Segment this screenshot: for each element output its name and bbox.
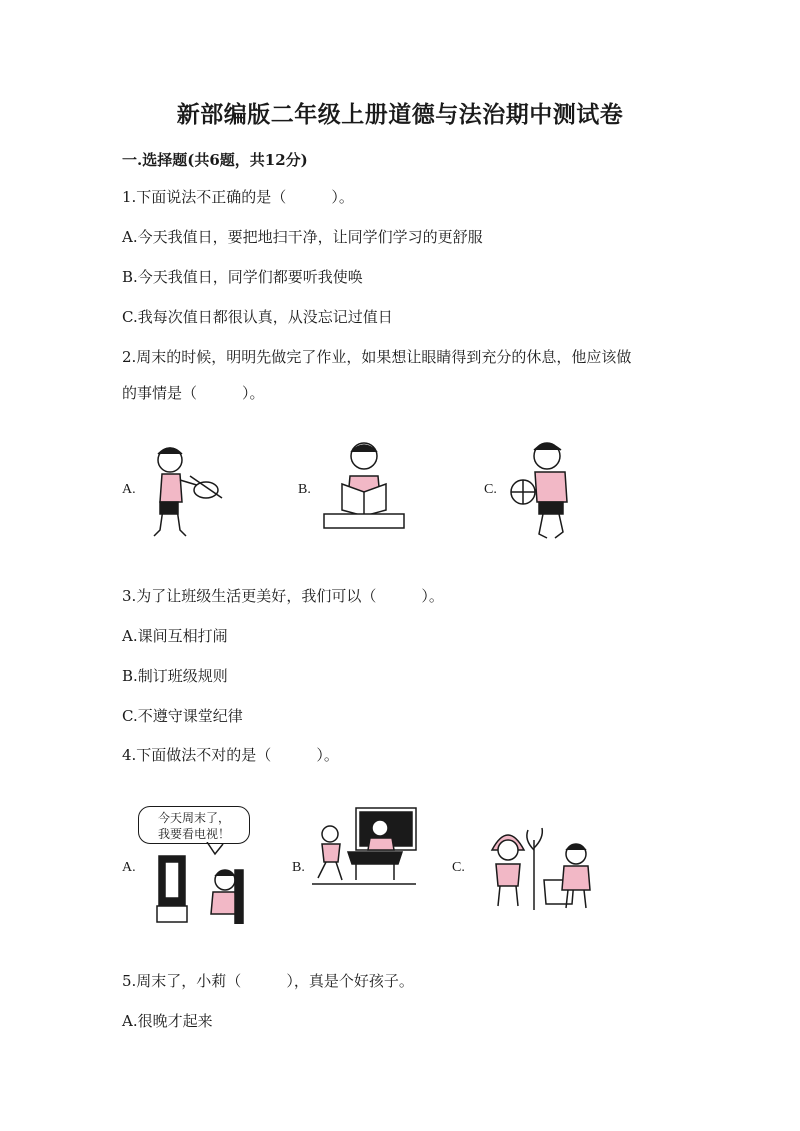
question-4-stem: 4.下面做法不对的是（ ）。 [122, 746, 339, 764]
page-title: 新部编版二年级上册道德与法治期中测试卷 [176, 101, 624, 128]
question-1-option-c: C.我每次值日都很认真，从没忘记过值日 [122, 308, 393, 326]
question-4-figure-c-label: C. [452, 860, 465, 875]
question-1-stem: 1.下面说法不正确的是（ ）。 [122, 188, 354, 206]
question-2-figure-c-label: C. [484, 482, 497, 497]
question-1-option-a: A.今天我值日，要把地扫干净，让同学们学习的更舒服 [122, 228, 483, 246]
question-3-option-a: A.课间互相打闹 [122, 627, 228, 645]
section-heading: 一.选择题(共6题，共12分) [122, 151, 308, 169]
question-4-figure-a-label: A. [122, 860, 136, 875]
speech-bubble [138, 806, 250, 844]
tree-planting-illustration [488, 820, 598, 912]
violin-boy-illustration [140, 440, 230, 545]
question-1-option-b: B.今天我值日，同学们都要听我使唤 [122, 268, 363, 286]
question-4-figure-b-label: B. [292, 860, 305, 875]
classroom-cleaning-illustration [312, 806, 417, 886]
basketball-boy-illustration [505, 438, 585, 543]
question-2-stem-line-1: 2.周末的时候，明明先做完了作业，如果想让眼睛得到充分的休息，他应该做 [122, 348, 632, 366]
question-5-option-a: A.很晚才起来 [122, 1012, 213, 1030]
speech-bubble-line-1: 今天周末了， [157, 811, 230, 825]
question-3-stem: 3.为了让班级生活更美好，我们可以（ ）。 [122, 587, 444, 605]
question-2-figure-a-label: A. [122, 482, 136, 497]
question-2-stem-line-2: 的事情是（ ）。 [122, 384, 265, 402]
question-2-figure-b-label: B. [298, 482, 311, 497]
question-3-option-b: B.制订班级规则 [122, 667, 228, 685]
question-5-stem: 5.周末了，小莉（ ），真是个好孩子。 [122, 972, 414, 990]
reading-boy-illustration [320, 438, 410, 533]
speech-bubble-line-2: 我要看电视！ [157, 827, 230, 841]
tv-watching-illustration [155, 842, 250, 924]
question-3-option-c: C.不遵守课堂纪律 [122, 707, 243, 725]
